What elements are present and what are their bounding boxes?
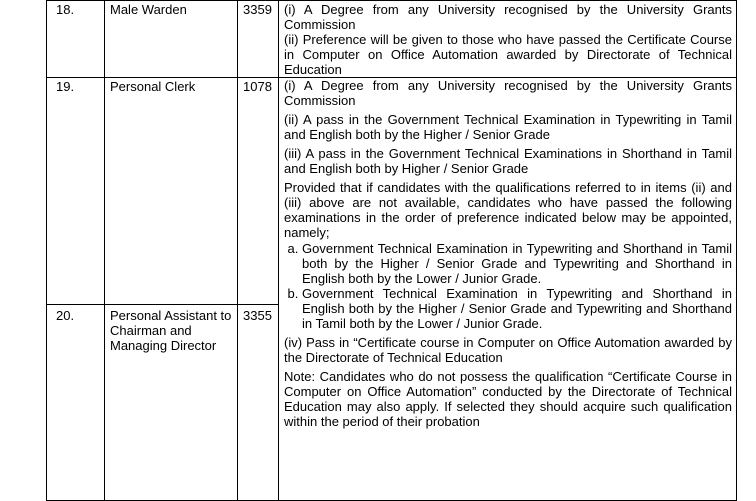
serial-number: 18. (47, 1, 105, 78)
post-code: 3359 (238, 1, 279, 78)
post-name: Personal Assistant to Chairman and Managing Director (105, 305, 238, 501)
qualification-item: (i) A Degree from any University recognised by the University Grants Commission (284, 2, 732, 32)
note-text: Note: Candidates who do not possess the qualification “Certificate Course in Computer on Office Automation” conducted by the Directorate of Technical Education may also apply. If selected they should acquire such qualification within the period of their probation (284, 369, 732, 429)
post-name: Male Warden (105, 1, 238, 78)
qualification-item: (i) A Degree from any University recognised by the University Grants Commission (284, 78, 732, 108)
table-row (47, 78, 737, 305)
qualification-cell (279, 78, 737, 501)
qualification-item: (ii) A pass in the Government Technical Examination in Typewriting in Tamil and English both by the Higher / Senior Grade (284, 112, 732, 142)
qualification-item: (ii) Preference will be given to those who have passed the Certificate Course in Computer on Office Automation awarded by Directorate of Technical Education (284, 32, 732, 77)
list-item: a. Government Technical Examination in Typewriting and Shorthand in Tamil both by the Higher / Senior Grade and Typewriting and Shorthand in English both by the Lower / Junior Grade. (302, 241, 732, 286)
post-code: 1078 (238, 78, 279, 305)
qualification-item: (iv) Pass in “Certificate course in Computer on Office Automation awarded by the Directorate of Technical Education (284, 335, 732, 365)
posts-table (46, 0, 737, 501)
serial-number: 20. (47, 305, 105, 501)
serial-number: 19. (47, 78, 105, 305)
table-row (47, 1, 737, 78)
post-name: Personal Clerk (105, 78, 238, 305)
qualification-item: (iii) A pass in the Government Technical Examinations in Shorthand in Tamil and English both by Higher / Senior Grade (284, 146, 732, 176)
list-item: b. Government Technical Examination in Typewriting and Shorthand in English both by the Higher / Senior Grade and Typewriting and Shorthand in Tamil both by the Lower / Junior Grade. (302, 286, 732, 331)
qualification-cell (279, 1, 737, 78)
preference-list (284, 241, 732, 331)
proviso-text: Provided that if candidates with the qualifications referred to in items (ii) and (iii) above are not available, candidates who have passed the following examinations in the order of preference indicated below may be appointed, namely; (284, 180, 732, 240)
post-code: 3355 (238, 305, 279, 501)
